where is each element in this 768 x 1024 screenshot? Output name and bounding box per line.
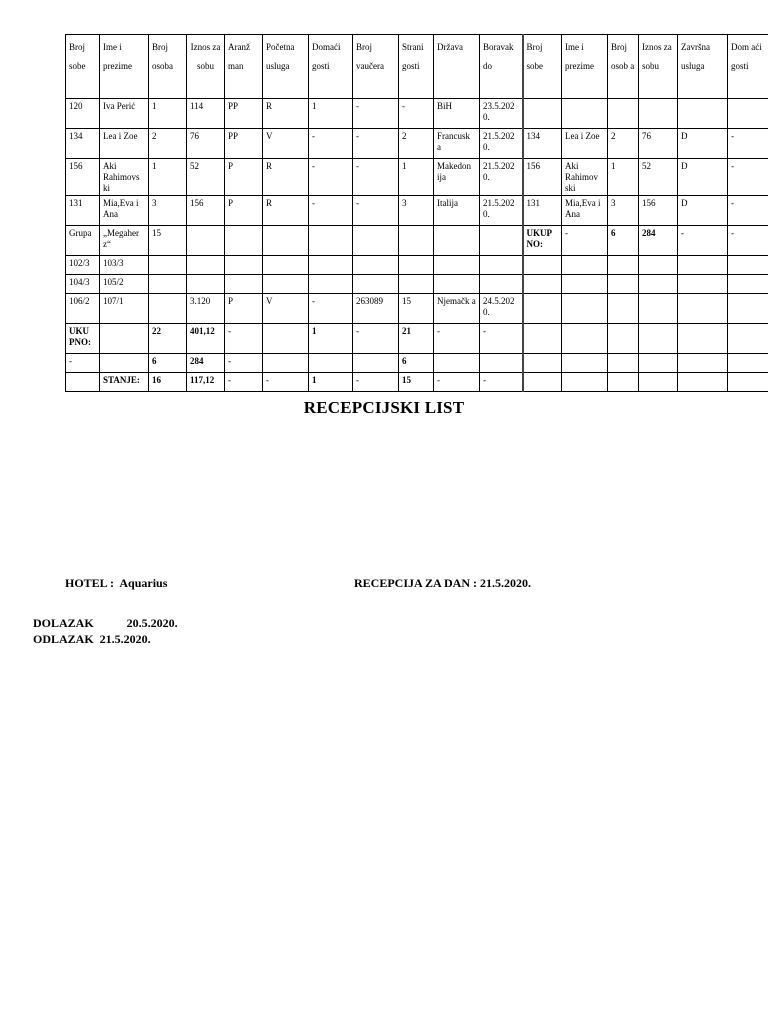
table-cell: 1 [309, 373, 353, 392]
table-cell: Francusk a [434, 129, 480, 159]
table-cell [309, 256, 353, 275]
table-cell: 3.120 [187, 294, 225, 324]
table-cell [523, 99, 562, 129]
table-cell [639, 256, 678, 275]
table-cell: - [434, 373, 480, 392]
table-cell [562, 294, 608, 324]
table-cell: 21.5.202 0. [480, 196, 523, 226]
table-cell: 15 [399, 294, 434, 324]
table-cell [263, 275, 309, 294]
table-cell [562, 373, 608, 392]
table-cell: 2 [608, 129, 639, 159]
table-row [66, 275, 768, 294]
table-cell [353, 354, 399, 373]
table-cell: D [678, 159, 728, 196]
table-cell: V [263, 294, 309, 324]
table-header-cell: Boravak do [480, 35, 523, 99]
table-cell: - [353, 159, 399, 196]
page-title: RECEPCIJSKI LIST [303, 398, 465, 417]
table-row [66, 159, 768, 196]
table-cell [728, 294, 768, 324]
table-cell: V [263, 129, 309, 159]
table-cell [608, 373, 639, 392]
table-cell: 1 [608, 159, 639, 196]
table-cell [187, 275, 225, 294]
table-header-cell: Broj sobe [66, 35, 100, 99]
table-cell [678, 373, 728, 392]
table-cell: 114 [187, 99, 225, 129]
table-cell: D [678, 129, 728, 159]
table-cell [678, 354, 728, 373]
table-header-row [66, 35, 768, 99]
table-cell [523, 294, 562, 324]
table-cell: - [434, 324, 480, 354]
table-cell [309, 275, 353, 294]
table-cell [434, 256, 480, 275]
table-cell: Makedon ija [434, 159, 480, 196]
table-cell: - [728, 129, 768, 159]
table-cell: PP [225, 129, 263, 159]
table-cell: 156 [66, 159, 100, 196]
table-header-cell: Ime i prezime [562, 35, 608, 99]
table-cell: D [678, 196, 728, 226]
table-cell: - [309, 129, 353, 159]
table-header-cell: Aranž man [225, 35, 263, 99]
table-row [66, 354, 768, 373]
table-cell: 15 [149, 226, 187, 256]
table-cell [639, 275, 678, 294]
table-cell: - [225, 373, 263, 392]
table-cell [562, 256, 608, 275]
table-cell: Lea i Zoe [562, 129, 608, 159]
table-cell: - [309, 196, 353, 226]
table-cell: 6 [608, 226, 639, 256]
table-cell [353, 226, 399, 256]
table-cell [608, 275, 639, 294]
table-cell: 1 [149, 99, 187, 129]
table-cell: 156 [187, 196, 225, 226]
table-cell: - [309, 159, 353, 196]
table-cell [678, 294, 728, 324]
table-cell [562, 99, 608, 129]
table-row [66, 226, 768, 256]
reception-table [65, 34, 768, 392]
table-cell: 24.5.202 0. [480, 294, 523, 324]
table-header-cell: Iznos za sobu [639, 35, 678, 99]
table-cell: R [263, 99, 309, 129]
table-cell [434, 354, 480, 373]
table-cell: 16 [149, 373, 187, 392]
table-row [66, 129, 768, 159]
table-cell [353, 256, 399, 275]
table-cell: 284 [639, 226, 678, 256]
table-cell: 1 [309, 324, 353, 354]
table-cell [562, 275, 608, 294]
table-cell [187, 256, 225, 275]
table-cell: 131 [523, 196, 562, 226]
table-header-cell: Završna usluga [678, 35, 728, 99]
table-cell: R [263, 159, 309, 196]
table-cell: Iva Perić [100, 99, 149, 129]
table-header-cell: Početna usluga [263, 35, 309, 99]
table-cell: Mia,Eva i Ana [100, 196, 149, 226]
table-cell: 263089 [353, 294, 399, 324]
table-cell: 117,12 [187, 373, 225, 392]
table-cell [263, 226, 309, 256]
table-cell: Grupa [66, 226, 100, 256]
table-row [66, 196, 768, 226]
table-cell: 6 [149, 354, 187, 373]
table-cell [434, 275, 480, 294]
table-cell [562, 324, 608, 354]
table-cell: 23.5.202 0. [480, 99, 523, 129]
table-row [66, 294, 768, 324]
table-header-cell: Broj sobe [523, 35, 562, 99]
table-cell: - [353, 324, 399, 354]
table-cell [66, 373, 100, 392]
table-cell: 401,12 [187, 324, 225, 354]
table-header-cell: Iznos za sobu [187, 35, 225, 99]
table-cell [263, 256, 309, 275]
table-header-cell: Ime i prezime [100, 35, 149, 99]
departure-line: ODLAZAK 21.5.2020. [33, 632, 151, 646]
table-row [66, 373, 768, 392]
table-cell [100, 324, 149, 354]
table-cell: P [225, 196, 263, 226]
table-cell: 22 [149, 324, 187, 354]
table-cell [728, 256, 768, 275]
table-cell: 156 [639, 196, 678, 226]
table-cell: - [399, 99, 434, 129]
table-cell [608, 256, 639, 275]
hotel-line: HOTEL : Aquarius [65, 576, 168, 590]
table-cell [608, 99, 639, 129]
table-cell [728, 275, 768, 294]
table-cell: 76 [187, 129, 225, 159]
table-cell [149, 256, 187, 275]
table-cell: 52 [187, 159, 225, 196]
table-cell: - [728, 196, 768, 226]
table-cell: 134 [523, 129, 562, 159]
table-cell: 21.5.202 0. [480, 129, 523, 159]
table-cell [353, 275, 399, 294]
table-cell [149, 294, 187, 324]
table-cell [480, 354, 523, 373]
table-cell: - [353, 129, 399, 159]
table-header-cell: Broj vaučera [353, 35, 399, 99]
table-cell [678, 256, 728, 275]
table-cell [523, 354, 562, 373]
table-cell: 76 [639, 129, 678, 159]
table-cell [608, 324, 639, 354]
table-cell: BiH [434, 99, 480, 129]
table-header-cell: Broj osoba [149, 35, 187, 99]
table-cell: P [225, 294, 263, 324]
table-cell: 105/2 [100, 275, 149, 294]
table-cell: 1 [309, 99, 353, 129]
table-cell: 21.5.202 0. [480, 159, 523, 196]
table-cell [187, 226, 225, 256]
table-cell: 1 [149, 159, 187, 196]
table-cell: - [480, 373, 523, 392]
table-cell [523, 373, 562, 392]
table-header-cell: Broj osob a [608, 35, 639, 99]
table-cell [678, 324, 728, 354]
reception-date-line: RECEPCIJA ZA DAN : 21.5.2020. [354, 576, 532, 590]
table-cell: 131 [66, 196, 100, 226]
table-cell [639, 99, 678, 129]
table-cell: „Megaher z“ [100, 226, 149, 256]
table-cell: 102/3 [66, 256, 100, 275]
table-cell: Aki Rahimov ski [562, 159, 608, 196]
table-cell [149, 275, 187, 294]
table-cell [523, 256, 562, 275]
table-cell: 2 [399, 129, 434, 159]
table-cell: - [678, 226, 728, 256]
table-cell: Lea i Zoe [100, 129, 149, 159]
table-cell [225, 256, 263, 275]
table-cell: Italija [434, 196, 480, 226]
table-cell: - [225, 324, 263, 354]
table-cell: 3 [399, 196, 434, 226]
table-cell: 3 [149, 196, 187, 226]
table-cell: Mia,Eva i Ana [562, 196, 608, 226]
table-cell: - [480, 324, 523, 354]
table-header-cell: Država [434, 35, 480, 99]
table-cell [100, 354, 149, 373]
table-cell [728, 324, 768, 354]
table-cell: 103/3 [100, 256, 149, 275]
table-cell: - [728, 159, 768, 196]
table-cell: - [353, 99, 399, 129]
table-row [66, 324, 768, 354]
table-cell [608, 294, 639, 324]
table-cell [399, 226, 434, 256]
table-cell: 21 [399, 324, 434, 354]
table-cell [523, 275, 562, 294]
table-cell: - [225, 354, 263, 373]
table-header-cell: Dom aći gosti [728, 35, 768, 99]
table-cell [263, 324, 309, 354]
table-cell: - [353, 196, 399, 226]
table-cell [480, 226, 523, 256]
table-cell: 106/2 [66, 294, 100, 324]
table-cell [728, 99, 768, 129]
table-cell: PP [225, 99, 263, 129]
table-cell: - [66, 354, 100, 373]
table-cell: UKUP NO: [523, 226, 562, 256]
table-cell: P [225, 159, 263, 196]
table-cell [562, 354, 608, 373]
table-cell [678, 275, 728, 294]
table-cell: 104/3 [66, 275, 100, 294]
table-cell: 6 [399, 354, 434, 373]
table-cell [639, 354, 678, 373]
table-cell: - [263, 373, 309, 392]
table-cell: 284 [187, 354, 225, 373]
table-cell: 52 [639, 159, 678, 196]
table-cell [399, 275, 434, 294]
table-cell [399, 256, 434, 275]
table-cell: 107/1 [100, 294, 149, 324]
table-cell [225, 275, 263, 294]
table-cell: - [562, 226, 608, 256]
table-cell [639, 373, 678, 392]
table-cell: - [728, 226, 768, 256]
table-cell: - [353, 373, 399, 392]
table-cell [480, 275, 523, 294]
table-cell: 1 [399, 159, 434, 196]
table-cell [639, 294, 678, 324]
table-cell: 2 [149, 129, 187, 159]
table-cell: Njemačk a [434, 294, 480, 324]
table-cell: 120 [66, 99, 100, 129]
table-cell: - [309, 294, 353, 324]
table-cell [639, 324, 678, 354]
table-cell [309, 226, 353, 256]
table-cell [523, 324, 562, 354]
table-cell: STANJE: [100, 373, 149, 392]
table-cell [608, 354, 639, 373]
table-header-cell: Domaći gosti [309, 35, 353, 99]
table-cell: UKU PNO: [66, 324, 100, 354]
table-cell: R [263, 196, 309, 226]
table-cell [225, 226, 263, 256]
table-cell: 134 [66, 129, 100, 159]
table-cell [434, 226, 480, 256]
table-cell [728, 373, 768, 392]
table-row [66, 99, 768, 129]
table-cell [728, 354, 768, 373]
table-cell: 3 [608, 196, 639, 226]
table-cell [309, 354, 353, 373]
table-cell: Aki Rahimovs ki [100, 159, 149, 196]
table-cell: 15 [399, 373, 434, 392]
table-cell [263, 354, 309, 373]
table-cell [480, 256, 523, 275]
table-cell [678, 99, 728, 129]
table-header-cell: Strani gosti [399, 35, 434, 99]
table-row [66, 256, 768, 275]
arrival-line: DOLAZAK 20.5.2020. [33, 616, 178, 630]
table-cell: 156 [523, 159, 562, 196]
